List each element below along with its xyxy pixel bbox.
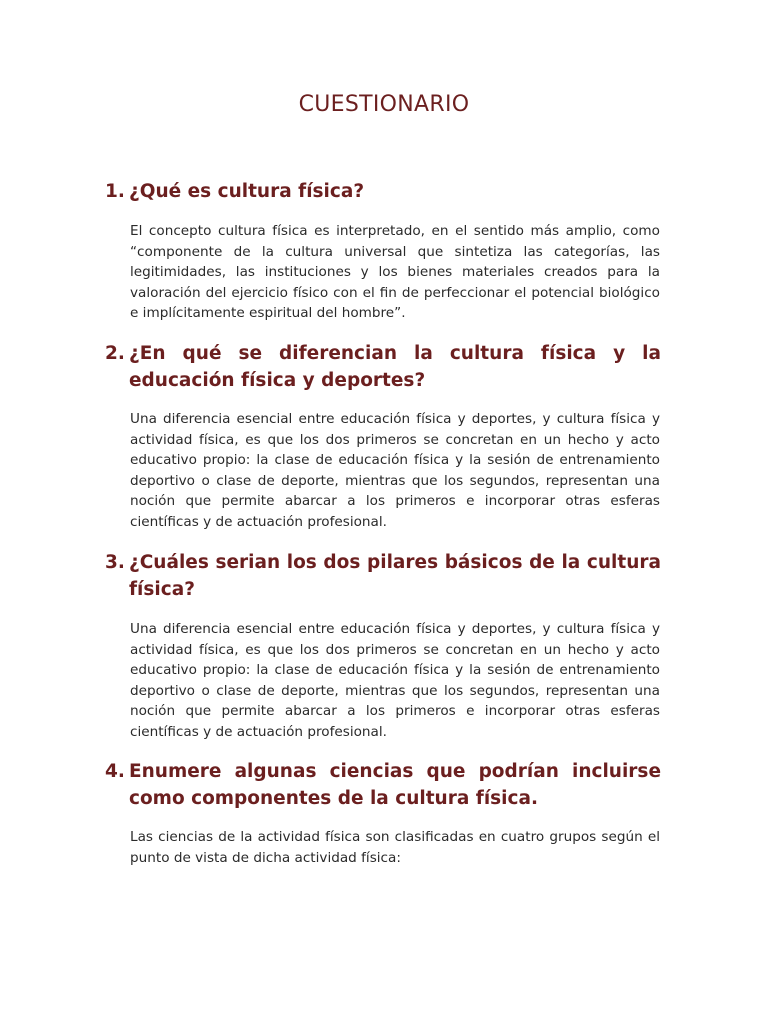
- answer-2: Una diferencia esencial entre educación física y deportes, y cultura física y actividad física, es que los dos primeros se concretan en un hecho y acto educativo propio: la clase de educación física y la sesión de entrenamiento deportivo o clase de deporte, mientras que los segundos, representan una noción que permite abarcar a los primeros e incorporar otras esferas científicas y de actuación profesional.: [130, 411, 660, 530]
- question-text: Enumere algunas ciencias que podrían incluirse como componentes de la cultura física.: [129, 761, 661, 809]
- question-1: [105, 178, 661, 205]
- question-3: [105, 549, 661, 603]
- question-2: [105, 340, 661, 394]
- question-text: ¿En qué se diferencian la cultura física y la educación física y deportes?: [129, 343, 661, 391]
- answer-1: El concepto cultura física es interpretado, en el sentido más amplio, como “componente de la cultura universal que sintetiza las categorías, las legitimidades, las instituciones y los bienes materiales creados para la valoración del ejercicio físico con el fin de perfeccionar el potencial biológico e implícitamente espiritual del hombre”.: [130, 223, 660, 321]
- answer-4: Las ciencias de la actividad física son clasificadas en cuatro grupos según el punto de vista de dicha actividad física:: [130, 829, 660, 866]
- question-number: 1.: [105, 181, 125, 202]
- question-text: ¿Cuáles serian los dos pilares básicos de la cultura física?: [129, 552, 661, 600]
- answer-3: Una diferencia esencial entre educación física y deportes, y cultura física y actividad física, es que los dos primeros se concretan en un hecho y acto educativo propio: la clase de educación física y la sesión de entrenamiento deportivo o clase de deporte, mientras que los segundos, representan una noción que permite abarcar a los primeros e incorporar otras esferas científicas y de actuación profesional.: [130, 621, 660, 740]
- question-number: 2.: [105, 343, 125, 364]
- question-4: [105, 758, 661, 812]
- page-title: CUESTIONARIO: [298, 92, 470, 117]
- question-number: 3.: [105, 552, 125, 573]
- question-text: ¿Qué es cultura física?: [129, 181, 365, 202]
- question-number: 4.: [105, 761, 125, 782]
